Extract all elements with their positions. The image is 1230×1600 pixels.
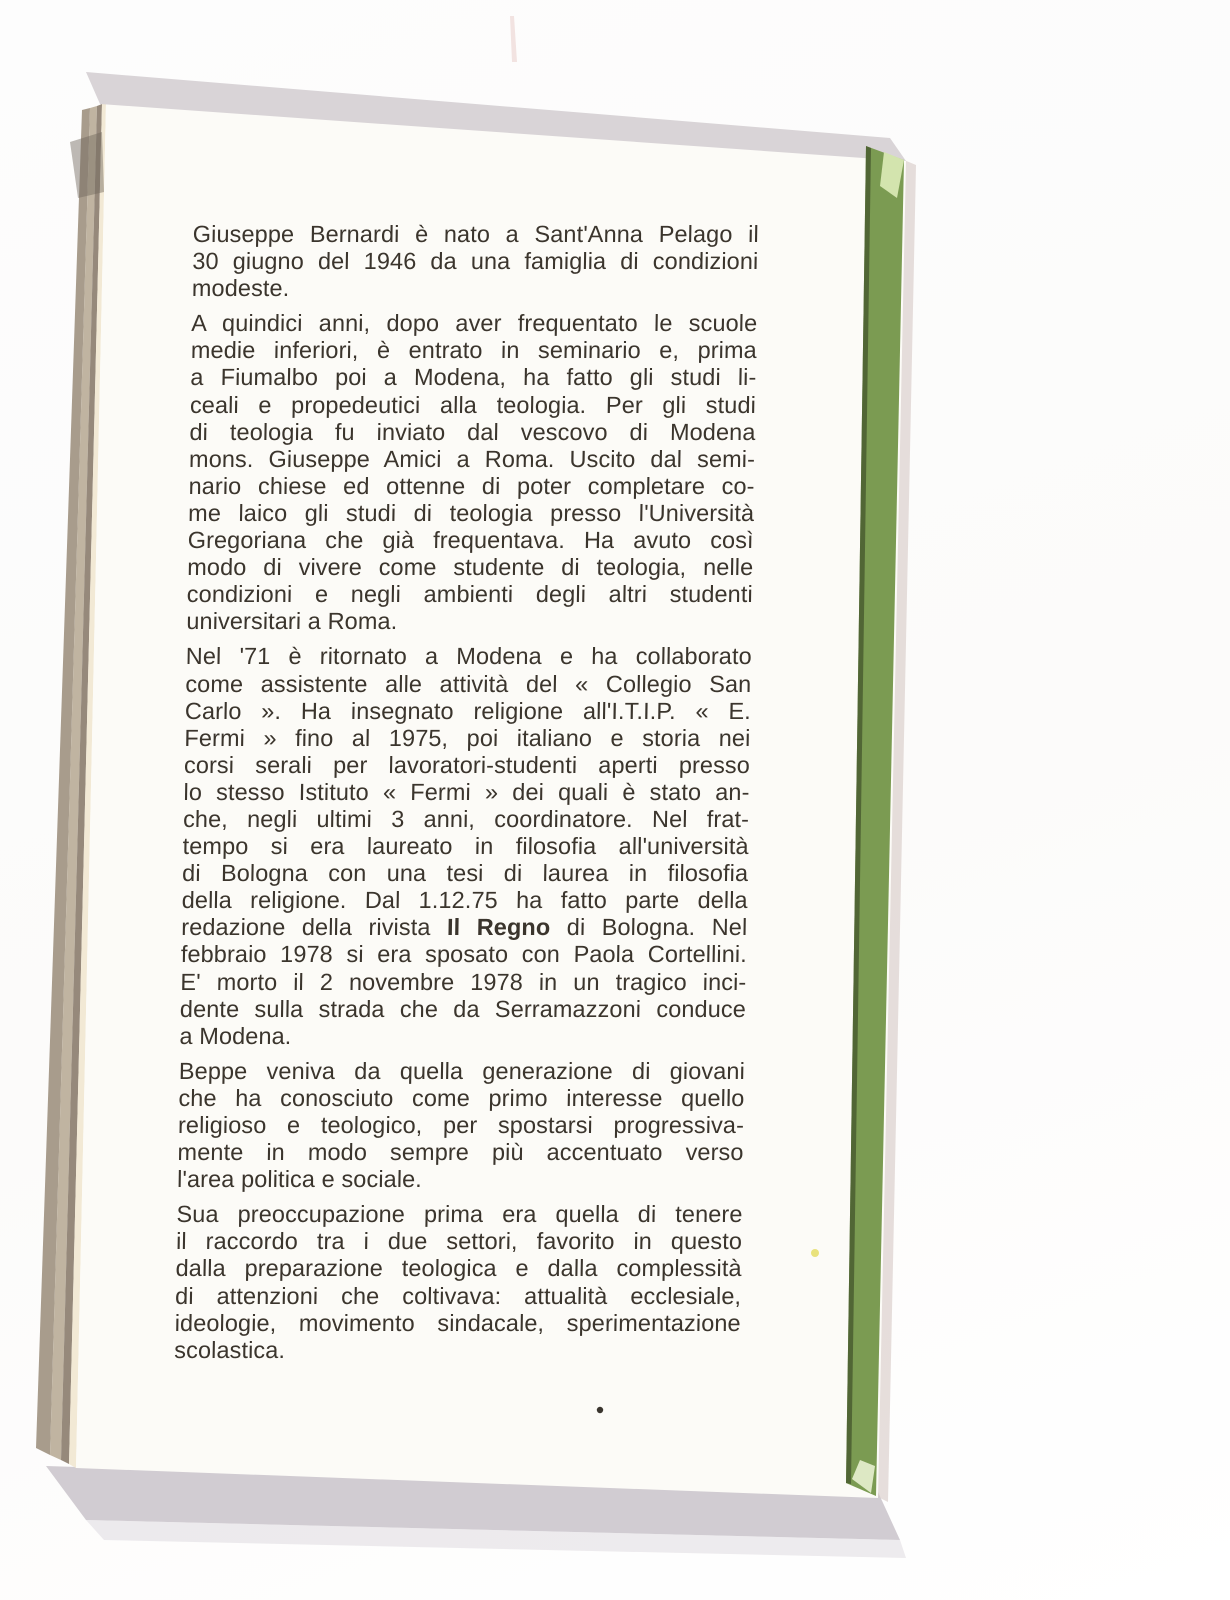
- text-line: Sua preoccupazione prima era quella di tenere: [176, 1201, 743, 1228]
- text-line: redazione della rivista Il Regno di Bologna. Nel: [181, 914, 748, 941]
- text-line: ideologie, movimento sindacale, sperimentazione: [174, 1309, 741, 1336]
- paragraph: [174, 1201, 743, 1364]
- text-line: nario chiese ed ottenne di poter completare co-: [188, 472, 755, 499]
- text-line: dalla preparazione teologica e dalla complessità: [175, 1255, 742, 1282]
- text-line: Gregoriana che già frequentava. Ha avuto così: [187, 527, 754, 554]
- text-line: Beppe veniva da quella generazione di giovani: [178, 1057, 746, 1084]
- crease-mark: [510, 16, 517, 62]
- text-line: lo stesso Istituto « Fermi » dei quali è stato an-: [183, 778, 750, 805]
- text-line: l'area politica e sociale.: [176, 1166, 423, 1193]
- ink-dot: [597, 1407, 603, 1413]
- text-line: a Fiumalbo poi a Modena, ha fatto gli studi li-: [190, 364, 757, 391]
- text-line: Carlo ». Ha insegnato religione all'I.T.I.P. « E.: [184, 697, 752, 724]
- text-line: A quindici anni, dopo aver frequentato le scuole: [191, 310, 758, 337]
- text-line: di attenzioni che coltivava: attualità ecclesiale,: [174, 1282, 742, 1309]
- text-line: religioso e teologico, per spostarsi progressiva-: [177, 1112, 745, 1138]
- page-edges-top-wedge: [70, 132, 104, 198]
- text-line: condizioni e negli ambienti degli altri studenti: [186, 581, 754, 608]
- text-line: ceali e propedeutici alla teologia. Per gli studi: [189, 391, 757, 418]
- text-line: medie inferiori, è entrato in seminario e, prima: [190, 337, 758, 364]
- text-line: a Modena.: [179, 1022, 292, 1049]
- text-line: Nel '71 è ritornato a Modena e ha collaborato: [185, 643, 752, 670]
- paragraph: [177, 1058, 745, 1193]
- text-line: tempo si era laureato in filosofia all'università: [182, 833, 749, 860]
- text-line: dente sulla strada che da Serramazzoni conduce: [179, 995, 747, 1022]
- speck-yellow: [811, 1249, 819, 1257]
- text-line: universitari a Roma.: [186, 608, 398, 635]
- text-line: come assistente alle attività del « Collegio San: [185, 670, 752, 697]
- text-line: che ha conosciuto come primo interesse quello: [178, 1084, 745, 1111]
- cover-text: [174, 221, 759, 1372]
- text-line: della religione. Dal 1.12.75 ha fatto parte della: [181, 887, 748, 914]
- paragraph: [192, 221, 759, 302]
- text-line: di teologia fu inviato dal vescovo di Modena: [189, 418, 756, 445]
- text-line: E' morto il 2 novembre 1978 in un tragico inci-: [180, 968, 747, 995]
- paragraph: [179, 643, 752, 1049]
- text-line: 30 giugno del 1946 da una famiglia di condizioni: [192, 248, 759, 275]
- text-line: me laico gli studi di teologia presso l'Università: [187, 499, 755, 526]
- text-line: febbraio 1978 si era sposato con Paola Cortellini.: [180, 941, 748, 968]
- text-line: il raccordo tra i due settori, favorito in questo: [175, 1228, 743, 1255]
- text-line: Fermi » fino al 1975, poi italiano e storia nei: [184, 724, 751, 751]
- text-line: mente in modo sempre più accentuato verso: [177, 1139, 744, 1166]
- text-line: Giuseppe Bernardi è nato a Sant'Anna Pelago il: [192, 221, 759, 247]
- text-line: corsi serali per lavoratori-studenti aperti presso: [183, 751, 751, 778]
- text-line: modo di vivere come studente di teologia, nelle: [187, 554, 754, 581]
- text-line: modeste.: [191, 275, 290, 302]
- text-line: di Bologna con una tesi di laurea in filosofia: [181, 860, 749, 887]
- text-line: mons. Giuseppe Amici a Roma. Uscito dal semi-: [188, 445, 756, 472]
- text-line: che, negli ultimi 3 anni, coordinatore. Nel frat-: [182, 805, 750, 832]
- paragraph: [186, 310, 757, 635]
- text-line: scolastica.: [174, 1336, 286, 1363]
